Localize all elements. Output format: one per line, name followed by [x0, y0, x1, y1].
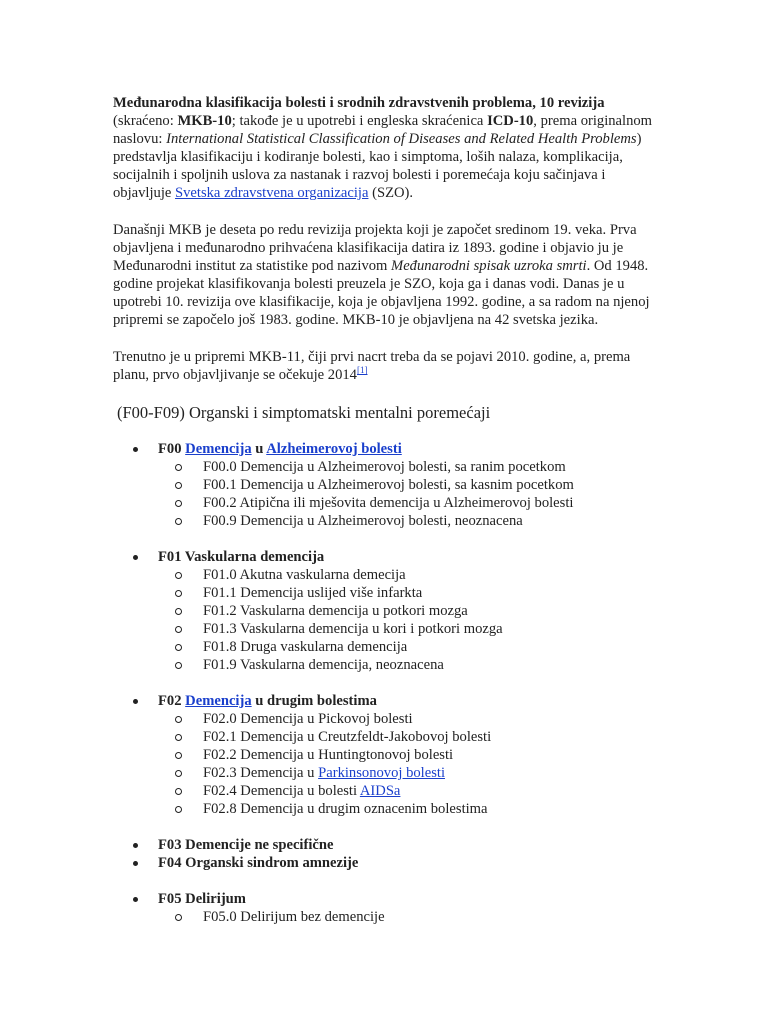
category-f04: F04 Organski sindrom amnezije [113, 854, 658, 872]
article-content [113, 94, 658, 926]
circle-bullet-icon [175, 644, 182, 651]
subcategory-list-f01 [158, 566, 658, 674]
category-f02: F02 Demencija u drugim bolestima F02.0 Demencija u Pickovoj bolesti F02.1 Demencija u Creutzfeldt-Jakobovoj bolesti F02.2 Demencija u Huntingtonovoj bolesti F02.3 Demencija u Parkinsonovoj bolesti F02.4 Demencija u bolesti AIDSa F02.8 Demencija u drugim oznacenim bolestima [113, 692, 658, 818]
subcategory-list-f05 [158, 908, 658, 926]
circle-bullet-icon [175, 716, 182, 723]
section-heading: (F00-F09) Organski i simptomatski mentalni poremećaji [117, 403, 491, 422]
circle-bullet-icon [175, 518, 182, 525]
list-item: F02.8 Demencija u drugim oznacenim bolestima [158, 800, 658, 818]
list-item: F01.3 Vaskularna demencija u kori i potkori mozga [158, 620, 658, 638]
link-aidsa[interactable]: AIDSa [359, 783, 401, 799]
link-parkinsonovoj-bolesti[interactable]: Parkinsonovoj bolesti [318, 765, 445, 781]
list-item: F01.1 Demencija uslijed više infarkta [158, 584, 658, 602]
list-item: F02.3 Demencija u Parkinsonovoj bolesti [158, 764, 658, 782]
category-f00: F00 Demencija u Alzheimerovoj bolesti F00.0 Demencija u Alzheimerovoj bolesti, sa ranim pocetkom F00.1 Demencija u Alzheimerovoj bolesti, sa kasnim pocetkom F00.2 Atipična ili mješovita demencija u Alzheimerovoj bolesti F00.9 Demencija u Alzheimerovoj bolesti, neoznacena [113, 440, 658, 530]
article-title-term: Međunarodna klasifikacija bolesti i srodnih zdravstvenih problema, 10 revizija [113, 95, 605, 111]
category-f05: F05 Delirijum F05.0 Delirijum bez demencije [113, 890, 658, 926]
list-item: F00.9 Demencija u Alzheimerovoj bolesti, neoznacena [158, 512, 658, 530]
circle-bullet-icon [175, 770, 182, 777]
list-item: F00.1 Demencija u Alzheimerovoj bolesti, sa kasnim pocetkom [158, 476, 658, 494]
list-item: F00.0 Demencija u Alzheimerovoj bolesti, sa ranim pocetkom [158, 458, 658, 476]
circle-bullet-icon [175, 464, 182, 471]
bullet-icon [133, 555, 138, 560]
list-item: F02.1 Demencija u Creutzfeldt-Jakobovoj bolesti [158, 728, 658, 746]
circle-bullet-icon [175, 482, 182, 489]
circle-bullet-icon [175, 572, 182, 579]
list-item: F01.2 Vaskularna demencija u potkori mozga [158, 602, 658, 620]
circle-bullet-icon [175, 662, 182, 669]
link-demencija-f02[interactable]: Demencija [185, 693, 252, 709]
category-f01: F01 Vaskularna demencija F01.0 Akutna vaskularna demecija F01.1 Demencija uslijed više infarkta F01.2 Vaskularna demencija u potkori mozga F01.3 Vaskularna demencija u kori i potkori mozga F01.8 Druga vaskularna demencija F01.9 Vaskularna demencija, neoznacena [113, 548, 658, 674]
footnote-link-1[interactable]: [1] [356, 365, 368, 375]
bullet-icon [133, 861, 138, 866]
link-alzheimerovoj-bolesti[interactable]: Alzheimerovoj bolesti [266, 441, 402, 457]
bullet-icon [133, 843, 138, 848]
bullet-icon [133, 897, 138, 902]
list-item: F01.0 Akutna vaskularna demecija [158, 566, 658, 584]
circle-bullet-icon [175, 788, 182, 795]
category-list [113, 440, 658, 926]
abbr-mkb10: MKB-10 [177, 113, 232, 129]
circle-bullet-icon [175, 626, 182, 633]
circle-bullet-icon [175, 500, 182, 507]
link-svetska-zdravstvena-organizacija[interactable]: Svetska zdravstvena organizacija [175, 185, 369, 201]
circle-bullet-icon [175, 914, 182, 921]
bullet-icon [133, 699, 138, 704]
category-f03: F03 Demencije ne specifične [113, 836, 658, 854]
circle-bullet-icon [175, 590, 182, 597]
original-title: International Statistical Classification of Diseases and Related Health Problems [166, 131, 637, 147]
circle-bullet-icon [175, 734, 182, 741]
circle-bullet-icon [175, 608, 182, 615]
subcategory-list-f00 [158, 458, 658, 530]
intro-paragraph-2: Današnji MKB je deseta po redu revizija projekta koji je započet sredinom 19. veka. Prva objavljena i međunarodno prihvaćena klasifikacija datira iz 1893. godine i objavio ju je Međunarodni institut za statistike pod nazivom Međunarodni spisak uzroka smrti. Od 1948. godine projekat klasifikovanja bolesti preuzela je SZO, koja ga i danas vodi. Danas je u upotrebi 10. revizija ove klasifikacije, koja je objavljena 1992. godine, a sa radom na njenoj pripremi se započelo još 1983. godine. MKB-10 je objavljena na 42 svetska jezika. [113, 222, 650, 328]
list-item: F05.0 Delirijum bez demencije [158, 908, 658, 926]
list-item: F02.0 Demencija u Pickovoj bolesti [158, 710, 658, 728]
link-demencija[interactable]: Demencija [185, 441, 252, 457]
abbr-icd10: ICD-10 [487, 113, 534, 129]
list-item: F02.2 Demencija u Huntingtonovoj bolesti [158, 746, 658, 764]
italic-title: Međunarodni spisak uzroka smrti [391, 258, 587, 274]
circle-bullet-icon [175, 752, 182, 759]
circle-bullet-icon [175, 806, 182, 813]
bullet-icon [133, 447, 138, 452]
intro-paragraph-1: Međunarodna klasifikacija bolesti i srodnih zdravstvenih problema, 10 revizija (skraćeno: MKB-10; takođe je u upotrebi i engleska skraćenica ICD-10, prema originalnom naslovu: International Statistical Classification of Diseases and Related Health Problems) predstavlja klasifikaciju i kodiranje bolesti, kao i simptoma, loših nalaza, komplikacija, socijalnih i spoljnih uslova za nastanak i razvoj bolesti i poremećaja koju sačinjava i objavljuje Svetska zdravstvena organizacija (SZO). [113, 95, 653, 201]
subcategory-list-f02 [158, 710, 658, 818]
list-item: F01.8 Druga vaskularna demencija [158, 638, 658, 656]
list-item: F01.9 Vaskularna demencija, neoznacena [158, 656, 658, 674]
intro-paragraph-3: Trenutno je u pripremi MKB-11, čiji prvi nacrt treba da se pojavi 2010. godine, a, prema planu, prvo objavljivanje se očekuje 2014[1] [113, 349, 631, 383]
list-item: F02.4 Demencija u bolesti AIDSa [158, 782, 658, 800]
list-item: F00.2 Atipična ili mješovita demencija u Alzheimerovoj bolesti [158, 494, 658, 512]
